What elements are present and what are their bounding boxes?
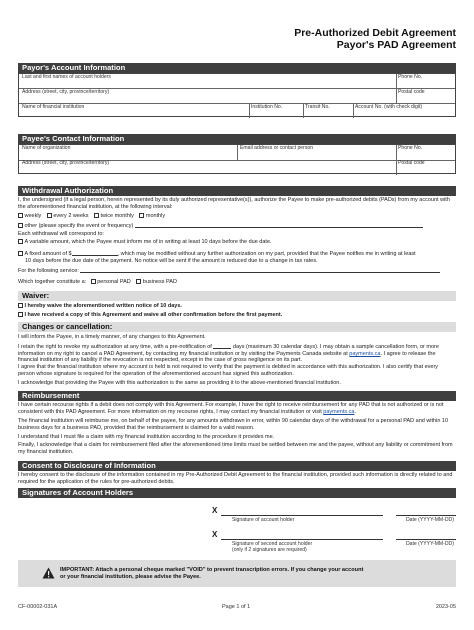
- payee-address-field[interactable]: Address (street, city, province/territory): [22, 160, 110, 166]
- date-2-line[interactable]: [396, 539, 456, 540]
- payor-postal-field[interactable]: Postal code: [398, 89, 425, 95]
- waiver-option-2: [18, 312, 456, 319]
- changes-paragraph-1: I will inform the Payee, in a timely manner, of any changes to this Agreement.: [18, 334, 206, 340]
- reimbursement-paragraph-1: [18, 402, 456, 415]
- payee-section-heading: Payee's Contact Information: [18, 134, 456, 144]
- important-notice: [18, 560, 456, 587]
- variable-amount-option: [18, 239, 456, 246]
- payee-form-box: [18, 144, 456, 174]
- other-label: other (please specify the event or frequency): [24, 223, 134, 229]
- payee-org-field[interactable]: Name of organization: [22, 145, 71, 151]
- service-field[interactable]: [80, 266, 440, 273]
- reimbursement-heading: Reimbursement: [18, 391, 456, 401]
- personal-pad-checkbox[interactable]: [91, 279, 96, 284]
- personal-pad-label: personal PAD: [97, 279, 131, 285]
- every-2-weeks-label: every 2 weeks: [53, 213, 89, 219]
- waiver-copy-label: I have received a copy of this Agreement and waive all other confirmation before the first payment.: [24, 312, 283, 318]
- reimbursement-paragraph-3: I understand that I must file a claim with my financial institution according to the procedure it provides me.: [18, 434, 275, 440]
- consent-paragraph: I hereby consent to the disclosure of the information contained in my Pre-Authorized Debit Agreement to the financial institution, provided such information is directly related to and required for the application of the rules for pre-authorized debits.: [18, 472, 453, 485]
- business-pad-label: business PAD: [142, 279, 177, 285]
- variable-amount-label: A variable amount, which the Payee must inform me of in writing at least 10 days before the due date.: [24, 239, 272, 245]
- fixed-amount-field[interactable]: [72, 249, 118, 256]
- payee-email-field[interactable]: Email address or contact person: [240, 145, 314, 151]
- pad-type-line: [18, 279, 456, 286]
- payor-section-heading: Payor's Account Information: [18, 63, 456, 73]
- service-line: [18, 266, 456, 275]
- monthly-label: monthly: [145, 213, 166, 219]
- signature-2-label: Signature of second account holder: [232, 541, 313, 547]
- document-title: [294, 27, 456, 51]
- other-checkbox[interactable]: [18, 223, 23, 228]
- waiver-heading: Waiver:: [18, 291, 456, 301]
- title-line-2: Payor's PAD Agreement: [336, 39, 456, 51]
- warning-icon: [42, 567, 55, 579]
- waiver-copy-checkbox[interactable]: [18, 312, 23, 317]
- reimbursement-p1-text: I have certain recourse rights if a debit does not comply with this Agreement. For example, I have the right to receive reimbursement for any PAD that is not authorized or is not consistent with this PAD Agreement. For more information on my recourse rights, I may contact my financial institution or visit: [18, 402, 444, 415]
- payor-institution-field[interactable]: Name of financial institution: [22, 104, 85, 110]
- other-frequency-field[interactable]: [135, 221, 423, 228]
- payor-transit-field[interactable]: Transit No.: [305, 104, 330, 110]
- changes-paragraph-4: I acknowledge that providing the Payee with this authorization is the same as providing it to the above-mentioned financial institution.: [18, 380, 341, 386]
- reimbursement-payments-link[interactable]: payments.ca: [323, 408, 355, 415]
- monthly-checkbox[interactable]: [139, 213, 144, 218]
- pad-type-label: Which together constitute a:: [18, 279, 87, 285]
- page-number: Page 1 of 1: [222, 604, 251, 610]
- signature-2-x-mark: X: [212, 530, 218, 539]
- notice-line-2: or your financial institution, please advise the Payee.: [60, 574, 201, 580]
- payments-canada-link[interactable]: payments.ca: [349, 350, 381, 357]
- fixed-amount-text: , which may be modified without any further authorization on my part, provided that the Payee notifies me in writing at least: [117, 251, 416, 257]
- title-line-1: Pre-Authorized Debit Agreement: [294, 27, 456, 39]
- interval-options: [18, 213, 456, 220]
- weekly-checkbox[interactable]: [18, 213, 23, 218]
- signature-2-note: (only if 2 signatures are required): [232, 547, 307, 553]
- changes-p2-middle: days (maximum 30 calendar days). I may obtain a sample cancellation: [232, 344, 405, 350]
- fixed-amount-option: [18, 249, 456, 264]
- date-1-line[interactable]: [396, 515, 456, 516]
- notice-line-1: IMPORTANT: Attach a personal cheque marked "VOID" to prevent transcription errors. If you change your account: [60, 567, 364, 573]
- corresponds-text: Each withdrawal will correspond to:: [18, 231, 104, 237]
- other-option: [18, 221, 456, 230]
- fixed-amount-notice: 10 days before the due date of the payment. No notice will be sent if the amount is reduced due to a change in tax rates.: [25, 257, 318, 264]
- prenotification-days-field[interactable]: [213, 342, 231, 349]
- reimbursement-paragraph-2: The financial institution will reimburse me, on behalf of the payee, for any amounts withdrawn in error, within 90 calendar days of the withdrawal for a personal PAD and within 10 business days for a business PAD, provided that the reimbursement is claimed for a valid reason.: [18, 418, 449, 431]
- date-1-label: Date (YYYY-MM-DD): [406, 517, 454, 523]
- variable-amount-checkbox[interactable]: [18, 239, 23, 244]
- withdrawal-intro: I, the undersigned (if a legal person, herein represented by its duly authorized representative(s)), authorize the Payee to make pre-authorized debits (PADs) from my account with the aforementioned financial institution, at the following interval:: [18, 197, 450, 210]
- payor-account-field[interactable]: Account No. (with check digit): [355, 104, 423, 110]
- signature-1-x-mark: X: [212, 506, 218, 515]
- consent-heading: Consent to Disclosure of Information: [18, 461, 456, 471]
- fixed-amount-checkbox[interactable]: [18, 251, 23, 256]
- weekly-label: weekly: [24, 213, 42, 219]
- changes-heading: Changes or cancellation:: [18, 322, 456, 332]
- payor-address-field[interactable]: Address (street, city, province/territory): [22, 89, 110, 95]
- waiver-notice-label: I hereby waive the aforementioned written notice of 10 days.: [24, 303, 182, 309]
- payee-postal-field[interactable]: Postal code: [398, 160, 425, 166]
- form-version-year: 2023-05: [435, 604, 456, 610]
- changes-p2-website: form, or more information on my right to cancel a PAD Agreement, by contacting my financial institution or by visiting the Payments Canada website at: [18, 344, 439, 357]
- date-2-label: Date (YYYY-MM-DD): [406, 541, 454, 547]
- fixed-amount-label: A fixed amount of $: [24, 251, 72, 257]
- twice-monthly-checkbox[interactable]: [94, 213, 99, 218]
- signature-1-label: Signature of account holder: [232, 517, 295, 523]
- form-code: CF-00002-031A: [18, 604, 58, 610]
- twice-monthly-label: twice monthly: [100, 213, 134, 219]
- changes-p2-end: . I agree to release the financial institution of any liability if the revocation is not respected, except in the case of gross negligence on its part.: [18, 350, 436, 364]
- business-pad-checkbox[interactable]: [136, 279, 141, 284]
- service-label: For the following service:: [18, 268, 79, 274]
- payor-names-field[interactable]: Last and first names of account holders: [22, 74, 111, 80]
- reimbursement-paragraph-4: Finally, I acknowledge that a claim for reimbursement filed after the aforementioned time limits must be settled between me and the payee, without any liability or commitment from my financial institution.: [18, 442, 453, 455]
- withdrawal-section-heading: Withdrawal Authorization: [18, 186, 456, 196]
- waiver-notice-checkbox[interactable]: [18, 303, 23, 308]
- signature-2-line[interactable]: [221, 539, 383, 540]
- payor-phone-field[interactable]: Phone No.: [398, 74, 423, 80]
- signatures-heading: Signatures of Account Holders: [18, 488, 456, 498]
- changes-p2-start: I retain the right to revoke my authorization at any time, with a pre-notification of: [18, 344, 212, 350]
- signature-1-line[interactable]: [221, 515, 383, 516]
- payee-phone-field[interactable]: Phone No.: [398, 145, 423, 151]
- every-2-weeks-checkbox[interactable]: [47, 213, 52, 218]
- reimbursement-p1-end: .: [354, 408, 356, 415]
- notice-text: [60, 567, 363, 581]
- changes-paragraph-3: I agree that the financial institution where my account is held is not required to verify that the payment is debited in accordance with this authorization. I also certify that every person whose signature is required for the operation of the aforementioned account has signed this authorization.: [18, 364, 439, 377]
- changes-paragraph-2: [18, 342, 456, 364]
- waiver-option-1: [18, 303, 456, 310]
- payor-institution-no-field[interactable]: Institution No.: [251, 104, 283, 110]
